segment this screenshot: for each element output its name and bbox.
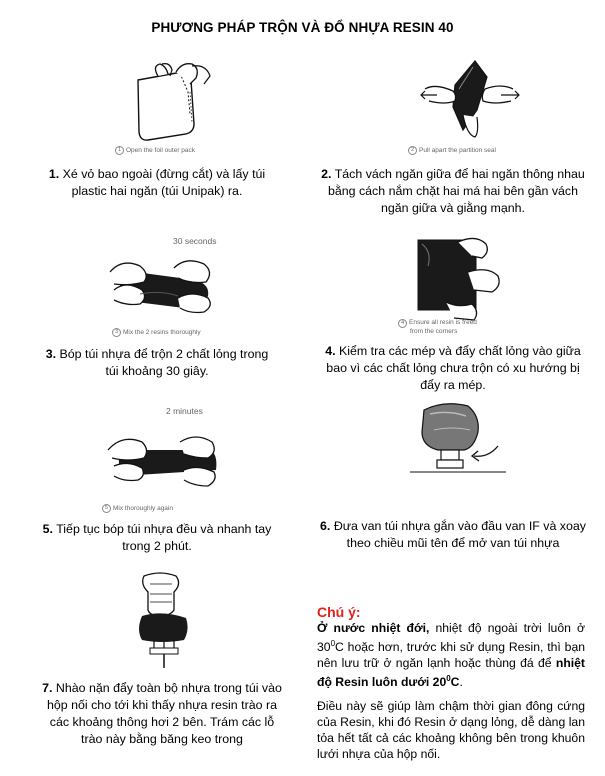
step-1-text: 1. Xé vỏ bao ngoài (đừng cắt) và lấy túi plastic hai ngăn (túi Unipak) ra. — [48, 167, 266, 198]
step2-caption: 2 Pull apart the partition seal — [408, 146, 496, 155]
mix-resins-illustration — [100, 250, 230, 325]
page-title: PHƯƠNG PHÁP TRỘN VÀ ĐỔ NHỰA RESIN 40 — [151, 20, 454, 35]
step-7-text: 7. Nhào nặn đẩy toàn bộ nhựa trong túi vào hộp nối cho tới khi thấy nhựa resin trào ra các khoảng thông hơi 2 bên. Trám các lỗ trào này bằng băng keo trong — [42, 681, 282, 746]
step4-caption: 4 Ensure all resin is freed from the corners — [398, 319, 477, 335]
step-5-text: 5. Tiếp tục bóp túi nhựa đều và nhanh tay trong 2 phút. — [42, 522, 272, 553]
open-foil-pack-illustration — [130, 62, 220, 150]
step-6-text: 6. Đưa van túi nhựa gắn vào đầu van IF và xoay theo chiều mũi tên để mở van túi nhựa — [320, 519, 586, 550]
pull-partition-illustration — [415, 55, 525, 145]
step-3-text: 3. Bóp túi nhựa để trộn 2 chất lỏng trong túi khoảng 30 giây. — [45, 347, 269, 378]
step1-caption: 1 Open the foil outer pack — [115, 146, 195, 155]
attach-valve-illustration — [408, 396, 508, 476]
step-2-text: 2. Tách vách ngăn giữa để hai ngăn thông nhau bằng cách nắm chặt hai má hai bên gần vách ngăn giữa và giằng mạnh. — [321, 167, 585, 215]
free-corners-illustration — [398, 232, 508, 322]
note-paragraph-2: Điều này sẽ giúp làm chậm thời gian đông cứng của Resin, khi đó Resin ở dạng lỏng, dễ dàng lan tỏa hết tất cả các khoảng không bên trong khuôn lưới nhựa của hộp nối. — [317, 699, 585, 762]
mix-again-illustration — [100, 420, 230, 495]
squeeze-resin-illustration — [130, 570, 200, 670]
step3-caption: 3 Mix the 2 resins thoroughly — [112, 328, 201, 337]
step-4-text: 4. Kiểm tra các mép và đẩy chất lỏng vào giữa bao vì các chất lỏng chưa trộn có xu hướng bị đẩy ra mép. — [325, 344, 581, 392]
note-heading: Chú ý: — [317, 604, 361, 620]
step5-caption: 5 Mix thoroughly again — [102, 504, 173, 513]
step3-duration: 30 seconds — [173, 236, 217, 246]
step5-duration: 2 minutes — [166, 406, 203, 416]
note-box — [317, 604, 585, 770]
note-paragraph-1: Ở nước nhiệt đới, nhiệt độ ngoài trời luôn ở $30^0C$ hoặc hơn, trước khi sử dụng Resin, thì bạn nên lưu trữ ở ngăn lạnh hoặc thùng đá để nhiệt độ Resin luôn dưới $20^0C$. — [317, 621, 585, 690]
